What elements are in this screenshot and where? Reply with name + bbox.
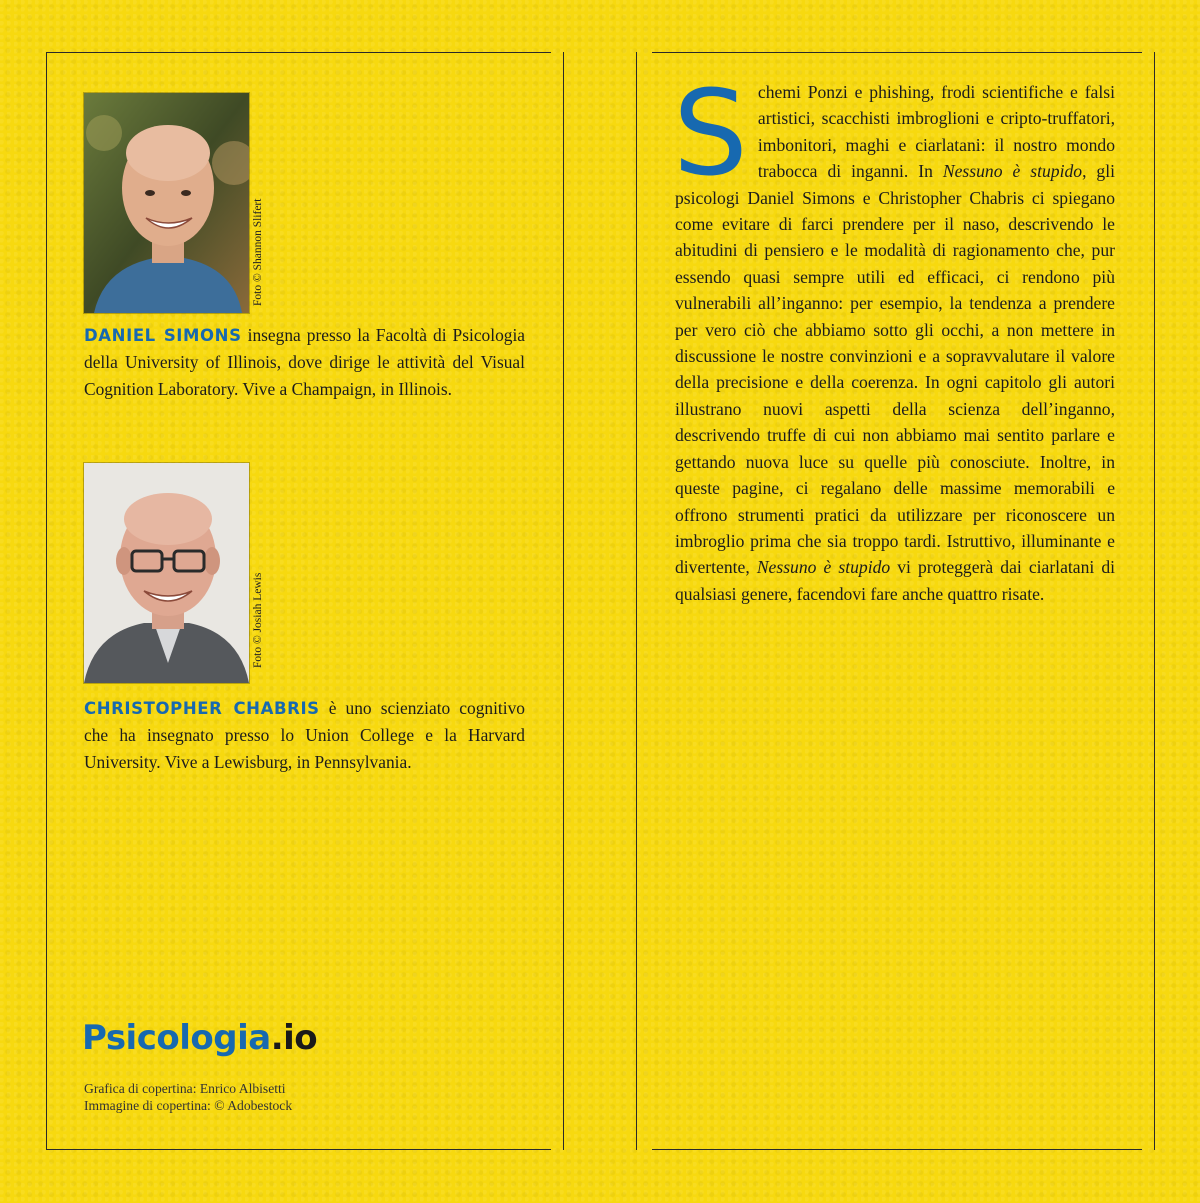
author-name-daniel-simons: DANIEL SIMONS (84, 326, 242, 345)
colophon-design-credit: Grafica di copertina: Enrico Albisetti (84, 1081, 286, 1096)
photo-credit-shannon-slifert: Foto © Shannon Slifert (252, 198, 264, 306)
author-bio-text-daniel-simons: insegna presso la Facoltà di Psicologia della University of Illinois, dove dirige le attività del Visual Cognition Laboratory. Vive a Champaign, in Illinois. (84, 325, 526, 399)
author-name-christopher-chabris: CHRISTOPHER CHABRIS (84, 699, 320, 718)
author-bio-christopher-chabris (84, 695, 525, 775)
left-inner-rule (563, 52, 564, 1150)
right-inner-rule (636, 52, 637, 1150)
blurb-text-part-2: , gli psicologi Daniel Simons e Christopher Chabris ci spiegano come evitare di farci prendere per il naso, descrivendo le abitudini di pensiero e le modalità di ragionamento che, pur essendo quasi sempre utili ed efficaci, ci rendono più vulnerabili all’inganno: per esempio, la tendenza a prendere per vero ciò che abbiamo sotto gli occhi, a non mettere in discussione le nostre convinzioni e a sopravvalutare il valore della precisione e della coerenza. In ogni capitolo gli autori illustrano nuovi aspetti della scienza dell’inganno, descrivendo truffe di cui non abbiamo mai sentito parlare e gettando nuova luce su quelle più conosciute. Inoltre, in queste pagine, ci regalano delle massime memorabili e offrono strumenti pratici da utilizzare per riconoscere un imbroglio prima che sia troppo tardi. Istruttivo, illuminante e divertente, (675, 161, 1116, 578)
left-top-rule (46, 52, 551, 53)
left-outer-rule (46, 52, 47, 1150)
logo-tld-text: .io (270, 1018, 318, 1058)
right-outer-rule (1154, 52, 1155, 1150)
author-photo-daniel-simons (83, 92, 250, 314)
publisher-logo (82, 1018, 317, 1058)
right-top-rule (652, 52, 1142, 53)
colophon-image-credit: Immagine di copertina: © Adobestock (84, 1098, 293, 1113)
book-blurb (673, 64, 1116, 607)
author-photo-christopher-chabris (83, 462, 250, 684)
author-bio-daniel-simons (84, 322, 525, 402)
logo-main-text: Psicologia (82, 1018, 271, 1058)
colophon (84, 1080, 292, 1114)
drop-cap: S (673, 64, 748, 202)
blurb-text-part-3: vi proteggerà dai ciarlatani di qualsiasi genere, facendovi fare anche quattro risate. (675, 557, 1116, 604)
author-bio-text-christopher-chabris: è uno scienziato cognitivo che ha insegnato presso lo Union College e la Harvard University. Vive a Lewisburg, in Pennsylvania. (84, 698, 525, 772)
book-title-italic-1: Nessuno è stupido (942, 161, 1083, 182)
photo-credit-josiah-lewis: Foto © Josiah Lewis (252, 572, 264, 668)
left-bottom-rule (46, 1149, 551, 1150)
right-bottom-rule (652, 1149, 1142, 1150)
blurb-text-part-1: chemi Ponzi e phishing, frodi scientifiche e falsi artistici, scacchisti imbroglioni e cripto-truffatori, imbonitori, maghi e ciarlatani: il nostro mondo trabocca di inganni. In (757, 82, 1115, 182)
book-title-italic-2: Nessuno è stupido (756, 557, 891, 578)
